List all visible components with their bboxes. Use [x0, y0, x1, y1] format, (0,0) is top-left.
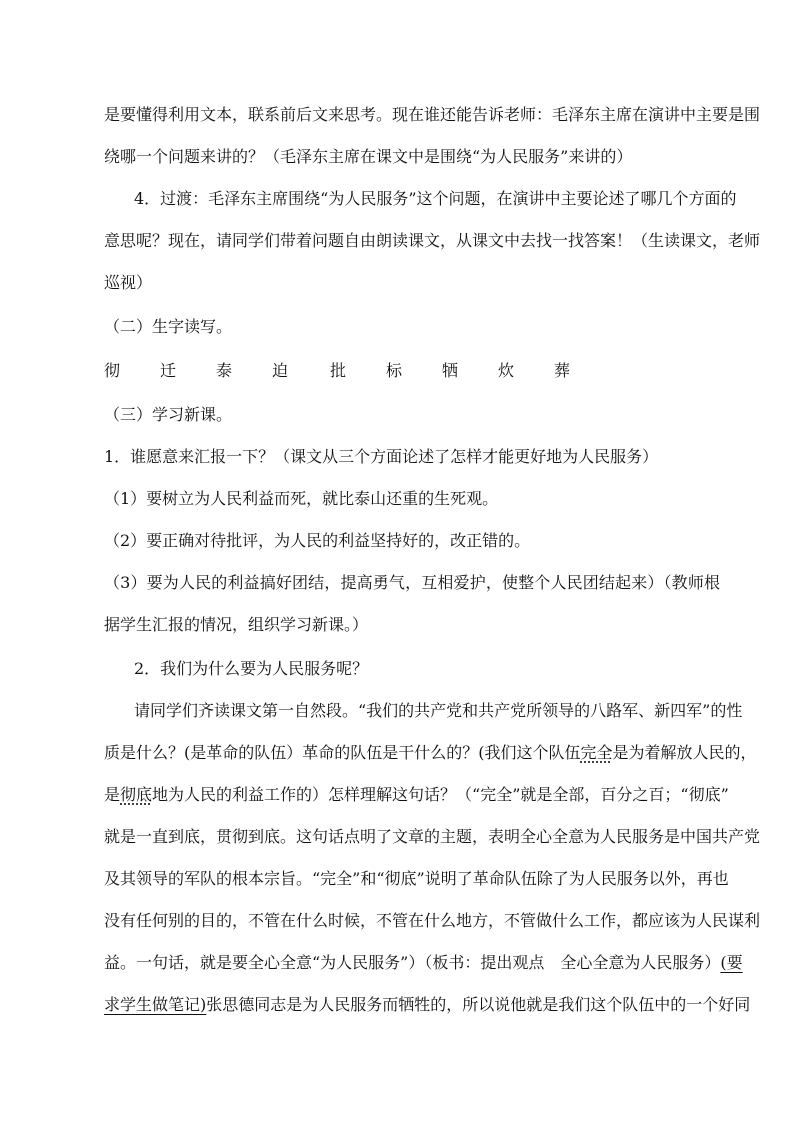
text-run: 是为着解放人民的， [612, 743, 757, 762]
text-run: 益。一句话，就是要全心全意“为人民服务”）（板书：提出观点 全心全意为人民服务） [104, 953, 721, 972]
section-heading: （三）学习新课。 [104, 405, 233, 424]
character-item: 葬 [554, 361, 571, 380]
paragraph-line [104, 952, 743, 974]
paragraph-line: 意思呢？现在，请同学们带着问题自由朗读课文，从课文中去找一找答案！（生读课文，老师 [104, 231, 761, 250]
section-heading: （二）生字读写。 [104, 317, 233, 336]
paragraph-line [104, 784, 729, 806]
paragraph-line: 巡视） [104, 273, 153, 292]
character-item: 泰 [216, 361, 233, 380]
paragraph-line: 没有任何别的目的，不管在什么时候，不管在什么地方，不管做什么工作，都应该为人民谋利 [104, 911, 761, 930]
character-item: 迁 [160, 361, 177, 380]
paragraph-line: 及其领导的军队的根本宗旨。“完全”和“彻底”说明了革命队伍除了为人民服务以外，再也 [104, 869, 729, 888]
character-item: 炊 [498, 361, 515, 380]
character-item: 彻 [104, 361, 121, 380]
paragraph-line: 绕哪一个问题来讲的？（毛泽东主席在课文中是围绕“为人民服务”来讲的） [104, 147, 633, 166]
text-run: 是 [104, 785, 121, 804]
list-item: （1）要树立为人民利益而死，就比泰山还重的生死观。 [104, 489, 499, 508]
paragraph-line [104, 742, 757, 764]
paragraph-line: 1．谁愿意来汇报一下？（课文从三个方面论述了怎样才能更好地为人民服务） [104, 447, 659, 466]
text-run: 张思德同志是为人民服务而牺牲的，所以说他就是我们这个队伍中的一个好同 [206, 995, 751, 1014]
text-run: 质是什么？(是革命的队伍）革命的队伍是干什么的？(我们这个队伍 [104, 743, 581, 762]
paragraph-line: 2．我们为什么要为人民服务呢？ [134, 659, 369, 678]
character-item: 批 [330, 361, 347, 380]
emphasized-text: 彻底 [120, 785, 153, 804]
list-item: （2）要正确对待批评，为人民的利益坚持好的，改正错的。 [104, 531, 531, 550]
list-item: （3）要为人民的利益搞好团结，提高勇气，互相爱护，使整个人民团结起来）（教师根 [104, 573, 720, 592]
character-item: 迫 [272, 361, 289, 380]
paragraph-line: 4．过渡：毛泽东主席围绕“为人民服务”这个问题，在演讲中主要论述了哪几个方面的 [134, 189, 737, 208]
paragraph-line: 就是一直到底，贯彻到底。这句话点明了文章的主题，表明全心全意为人民服务是中国共产党 [104, 827, 761, 846]
text-run: 地为人民的利益工作的）怎样理解这句话？（“完全”就是全部，百分之百；“彻底” [152, 785, 729, 804]
underlined-note: (要 [720, 953, 743, 972]
character-item: 牺 [442, 361, 459, 380]
character-item: 标 [386, 361, 403, 380]
underlined-note: 求学生做笔记) [104, 995, 207, 1014]
paragraph-line: 请同学们齐读课文第一自然段。“我们的共产党和共产党所领导的八路军、新四军”的性 [134, 701, 743, 720]
paragraph-line: 是要懂得利用文本，联系前后文来思考。现在谁还能告诉老师：毛泽东主席在演讲中主要是围 [104, 105, 761, 124]
paragraph-line: 据学生汇报的情况，组织学习新课。） [104, 615, 369, 634]
emphasized-text: 完全 [580, 743, 613, 762]
paragraph-line [104, 994, 751, 1016]
